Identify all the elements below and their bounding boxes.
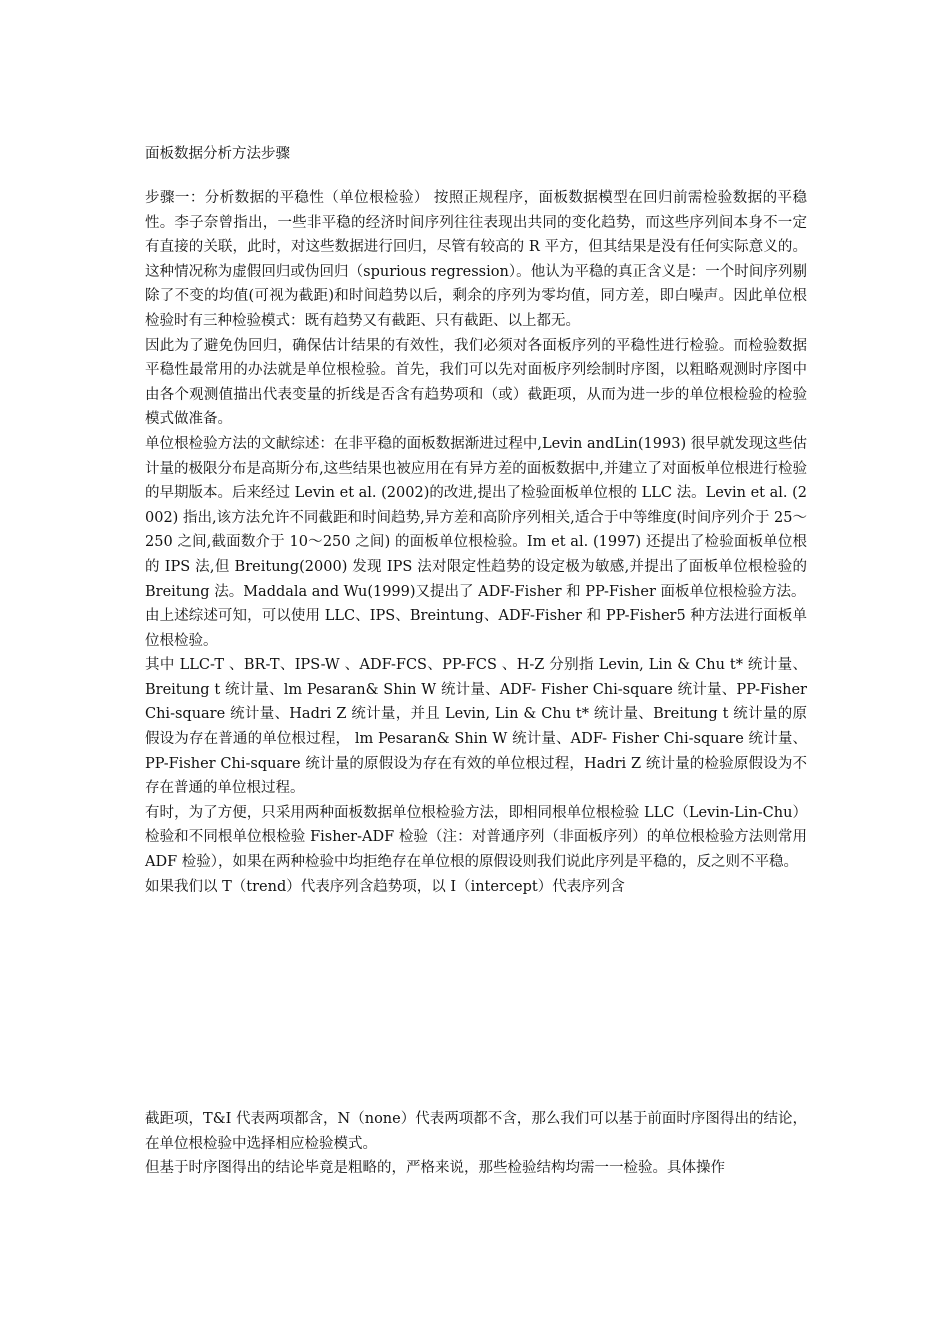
paragraph-literature-review: 单位根检验方法的文献综述：在非平稳的面板数据渐进过程中,Levin andLin(1993) 很早就发现这些估计量的极限分布是高斯分布,这些结果也被应用在有异方差的面板数据中,并建立了对面板单位根进行检验的早期版本。后来经过 Levin et al. (2002)的改进,提出了检验面板单位根的 LLC 法。Levin et al. (2002) 指出,该方法允许不同截距和时间趋势,异方差和高阶序列相关,适合于中等维度(时间序列介于 25～250 之间,截面数介于 10～250 之间) 的面板单位根检验。Im et al. (1997) 还提出了检验面板单位根的 IPS 法,但 Breitung(2000) 发现 IPS 法对限定性趋势的设定极为敏感,并提出了面板单位根检验的 Breitung 法。Maddala and Wu(1999)又提出了 ADF-Fisher 和 PP-Fisher 面板单位根检验方法。 — [145, 435, 807, 600]
document-title: 面板数据分析方法步骤 — [145, 146, 290, 162]
paragraph-two-methods: 有时，为了方便，只采用两种面板数据单位根检验方法，即相同根单位根检验 LLC（Levin-Lin-Chu）检验和不同根单位根检验 Fisher-ADF 检验（注：对普通序列（非面板序列）的单位根检验方法则常用 ADF 检验），如果在两种检验中均拒绝存在单位根的原假设则我们说此序列是平稳的，反之则不平稳。 — [145, 804, 807, 871]
body-text-upper — [145, 186, 807, 899]
document-page — [145, 0, 807, 1344]
paragraph-strict-testing: 但基于时序图得出的结论毕竟是粗略的，严格来说，那些检验结构均需一一检验。具体操作 — [145, 1160, 725, 1177]
paragraph-statistics: 其中 LLC-T 、BR-T、IPS-W 、ADF-FCS、PP-FCS 、H-Z 分别指 Levin, Lin & Chu t* 统计量、Breitung t 统计量、lm Pesaran& Shin W 统计量、ADF- Fisher Chi-square 统计量、PP-Fisher Chi-square 统计量、Hadri Z 统计量，并且 Levin, Lin & Chu t* 统计量、Breitung t 统计量的原假设为存在普通的单位根过程， lm Pesaran& Shin W 统计量、ADF- Fisher Chi-square 统计量、PP-Fisher Chi-square 统计量的原假设为存在有效的单位根过程，Hadri Z 统计量的检验原假设为不存在普通的单位根过程。 — [145, 657, 807, 797]
paragraph-step-one: 步骤一：分析数据的平稳性（单位根检验） 按照正规程序，面板数据模型在回归前需检验数据的平稳性。李子奈曾指出，一些非平稳的经济时间序列往往表现出共同的变化趋势，而这些序列间本身不一定有直接的关联，此时，对这些数据进行回归，尽管有较高的 R 平方，但其结果是没有任何实际意义的。这种情况称为虚假回归或伪回归（spurious regression）。他认为平稳的真正含义是：一个时间序列剔除了不变的均值(可视为截距)和时间趋势以后，剩余的序列为零均值，同方差，即白噪声。因此单位根检验时有三种检验模式：既有趋势又有截距、只有截距、以上都无。 — [145, 190, 807, 329]
paragraph-methods-summary: 由上述综述可知，可以使用 LLC、IPS、Breintung、ADF-Fisher 和 PP-Fisher5 种方法进行面板单位根检验。 — [145, 608, 807, 649]
paragraph-intercept-continued: 截距项，T&I 代表两项都含，N（none）代表两项都不含，那么我们可以基于前面时序图得出的结论，在单位根检验中选择相应检验模式。 — [145, 1111, 807, 1152]
body-text-lower — [145, 1107, 807, 1181]
paragraph-avoid-spurious: 因此为了避免伪回归，确保估计结果的有效性，我们必须对各面板序列的平稳性进行检验。而检验数据平稳性最常用的办法就是单位根检验。首先，我们可以先对面板序列绘制时序图，以粗略观测时序图中由各个观测值描出代表变量的折线是否含有趋势项和（或）截距项，从而为进一步的单位根检验的检验模式做准备。 — [145, 337, 807, 428]
paragraph-trend-intercept: 如果我们以 T（trend）代表序列含趋势项，以 I（intercept）代表序列含 — [145, 878, 625, 895]
